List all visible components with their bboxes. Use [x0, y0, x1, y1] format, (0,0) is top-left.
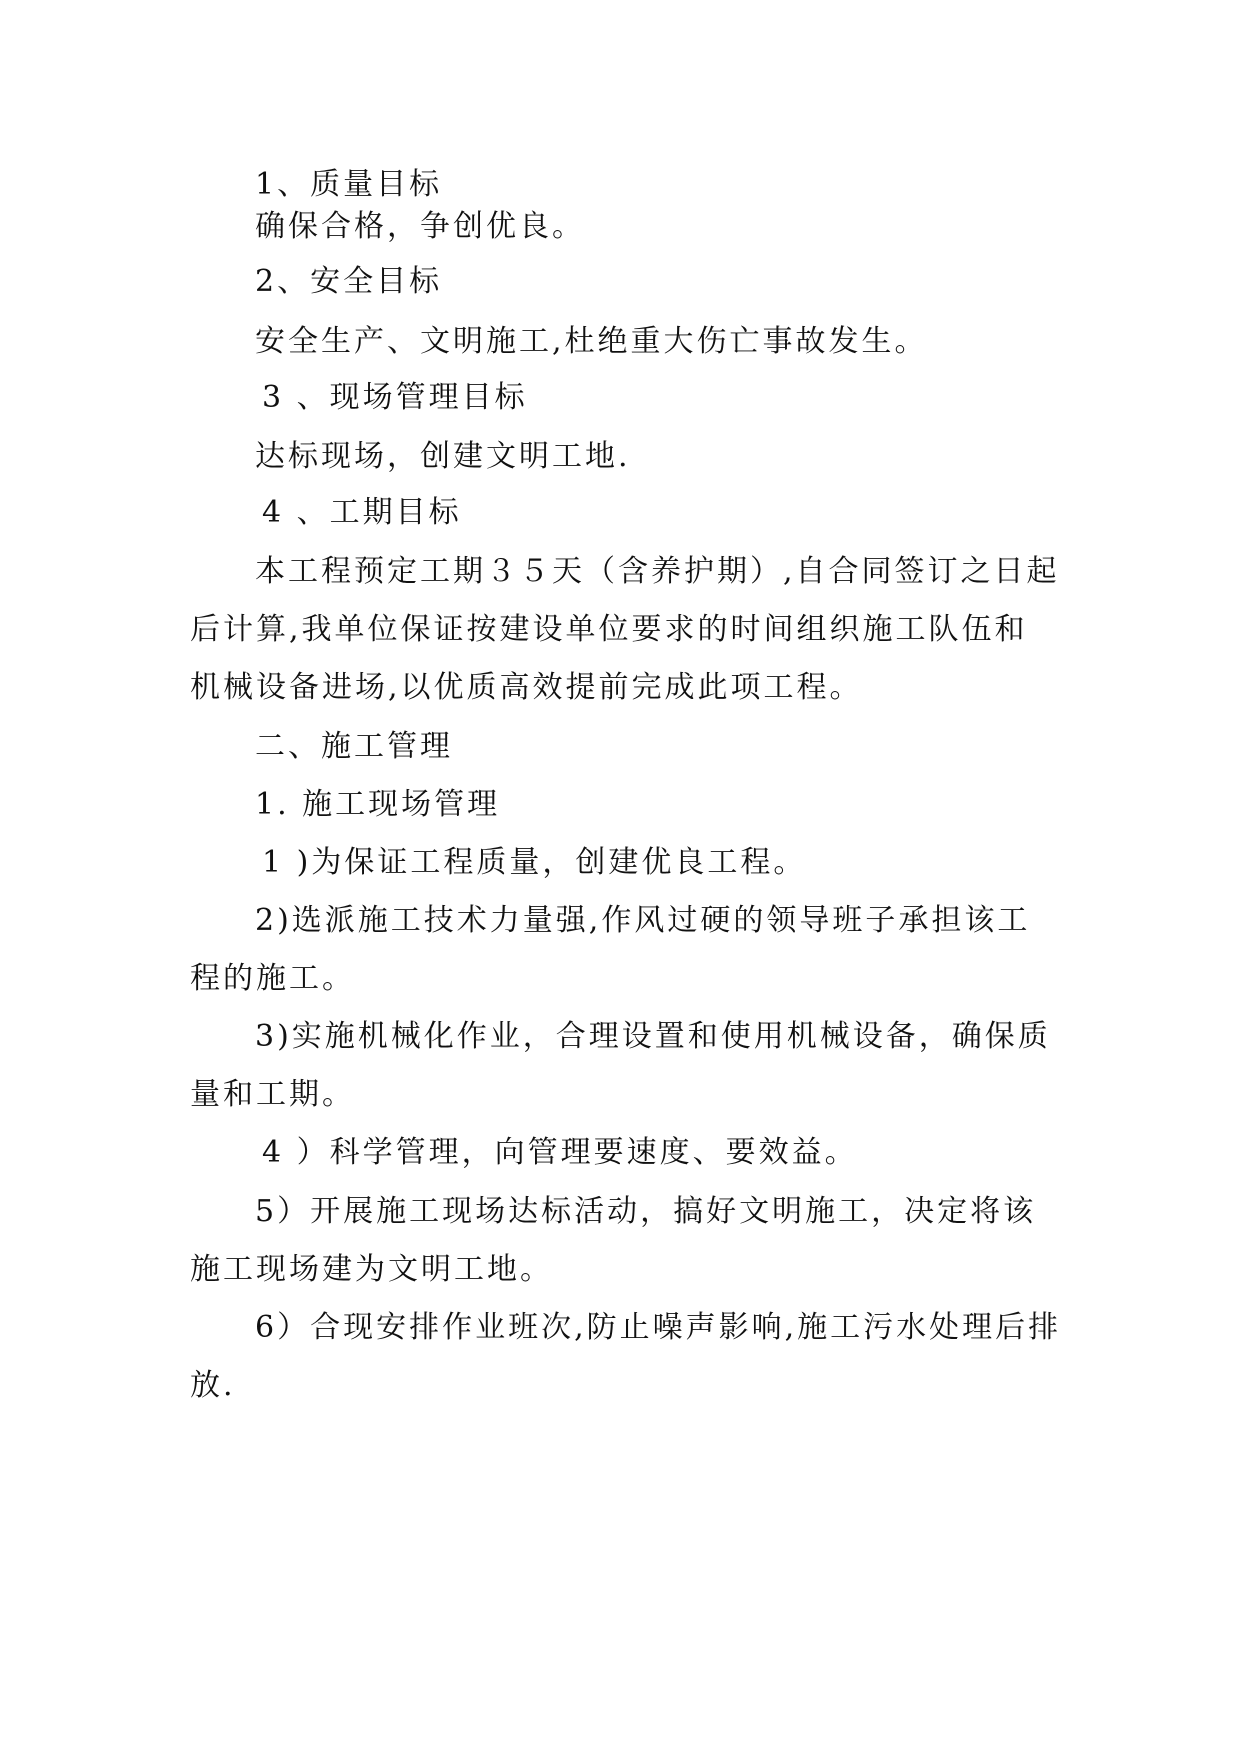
- paragraph-schedule-line-1: 本工程预定工期３５天（含养护期）,自合同签订之日起: [255, 554, 1060, 589]
- list-item-3-line-1: 3)实施机械化作业，合理设置和使用机械设备，确保质: [255, 1019, 1051, 1054]
- paragraph-quality-goal: 确保合格，争创优良。: [255, 209, 585, 244]
- subheading-site-management: 1. 施工现场管理: [255, 787, 501, 822]
- list-item-4: 4 ）科学管理，向管理要速度、要效益。: [262, 1135, 858, 1170]
- list-item-2-line-1: 2)选派施工技术力量强,作风过硬的领导班子承担该工: [255, 903, 1031, 938]
- list-item-3-line-2: 量和工期。: [190, 1077, 355, 1112]
- list-item-5-line-1: 5）开展施工现场达标活动，搞好文明施工，决定将该: [255, 1194, 1037, 1229]
- heading-site-management-goal: 3 、现场管理目标: [262, 380, 528, 415]
- list-item-1: 1 )为保证工程质量，创建优良工程。: [262, 845, 807, 880]
- list-item-6-line-1: 6）合现安排作业班次,防止噪声影响,施工污水处理后排: [255, 1310, 1062, 1345]
- heading-schedule-goal: 4 、工期目标: [262, 495, 462, 530]
- list-item-5-line-2: 施工现场建为文明工地。: [190, 1252, 553, 1287]
- heading-safety-goal: 2、安全目标: [255, 264, 443, 299]
- list-item-2-line-2: 程的施工。: [190, 961, 355, 996]
- paragraph-schedule-line-3: 机械设备进场,以优质高效提前完成此项工程。: [190, 670, 863, 705]
- heading-quality-goal: 1、质量目标: [255, 167, 443, 202]
- paragraph-safety-goal: 安全生产、文明施工,杜绝重大伤亡事故发生。: [255, 324, 928, 359]
- section-heading-construction-management: 二、施工管理: [255, 729, 453, 764]
- paragraph-schedule-line-2: 后计算,我单位保证按建设单位要求的时间组织施工队伍和: [190, 612, 1028, 647]
- list-item-6-line-2: 放.: [190, 1368, 236, 1403]
- paragraph-site-management-goal: 达标现场，创建文明工地.: [255, 439, 631, 474]
